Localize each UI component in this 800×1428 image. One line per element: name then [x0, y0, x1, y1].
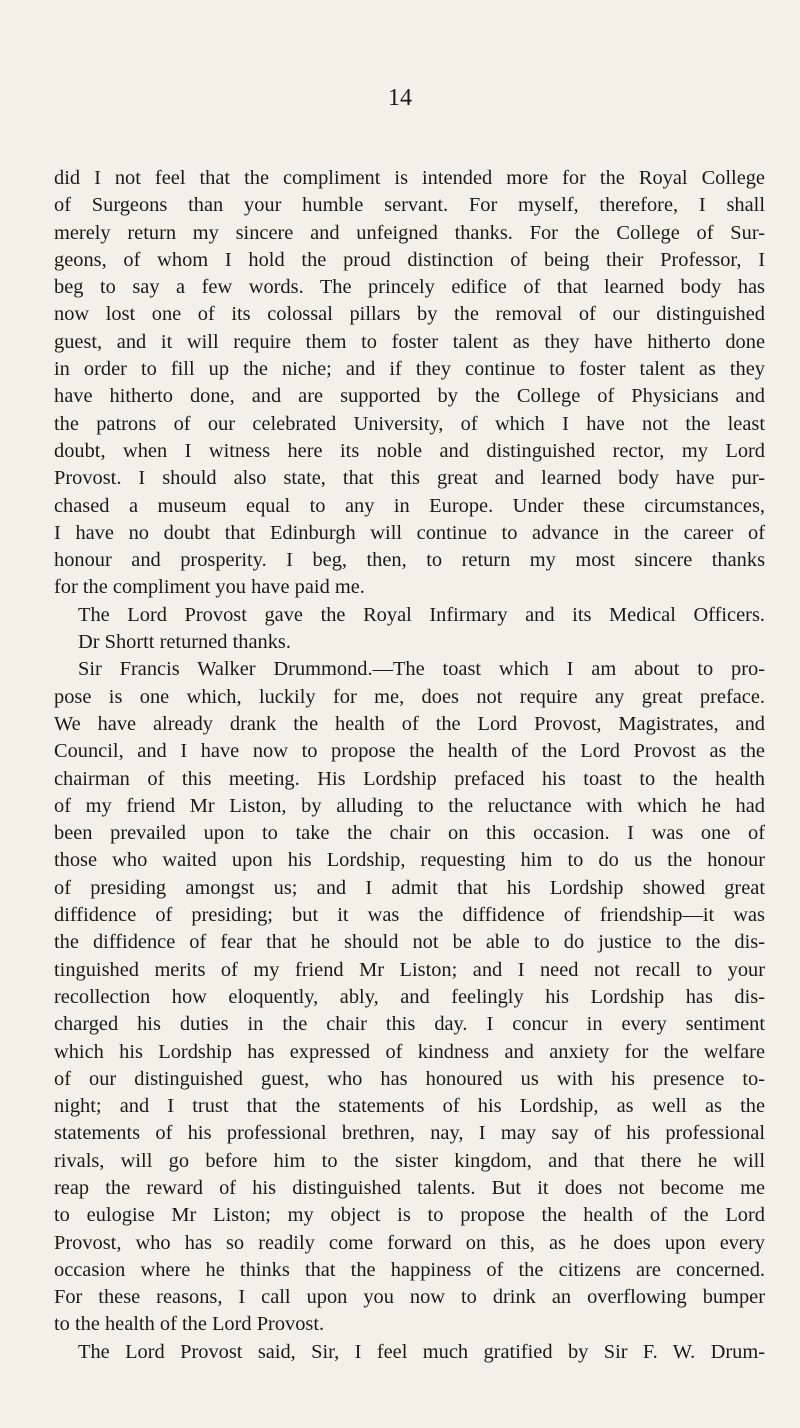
- text-line: have hitherto done, and are supported by the College of Physicians and: [54, 385, 765, 408]
- text-line: been prevailed upon to take the chair on this occasion. I was one of: [54, 822, 765, 845]
- text-line: For these reasons, I call upon you now to drink an overflowing bumper: [54, 1286, 765, 1309]
- text-line: occasion where he thinks that the happiness of the citizens are concerned.: [54, 1258, 765, 1281]
- text-line: now lost one of its colossal pillars by the removal of our distinguished: [54, 303, 765, 326]
- text-line: The Lord Provost said, Sir, I feel much gratified by Sir F. W. Drum-: [78, 1340, 765, 1363]
- text-line: night; and I trust that the statements of his Lordship, as well as the: [54, 1095, 765, 1118]
- text-line: of our distinguished guest, who has honoured us with his presence to-: [54, 1067, 765, 1090]
- text-line: of my friend Mr Liston, by alluding to the reluctance with which he had: [54, 794, 765, 817]
- text-line: chairman of this meeting. His Lordship prefaced his toast to the health: [54, 767, 765, 790]
- text-line: I have no doubt that Edinburgh will continue to advance in the career of: [54, 521, 765, 544]
- text-line: Sir Francis Walker Drummond.—The toast which I am about to pro-: [78, 658, 765, 681]
- text-line: Dr Shortt returned thanks.: [78, 631, 291, 654]
- text-line: the diffidence of fear that he should not be able to do justice to the dis-: [54, 931, 765, 954]
- text-line: geons, of whom I hold the proud distinction of being their Professor, I: [54, 248, 765, 271]
- text-line: which his Lordship has expressed of kindness and anxiety for the welfare: [54, 1040, 765, 1063]
- text-line: recollection how eloquently, ably, and feelingly his Lordship has dis-: [54, 985, 765, 1008]
- body-text: [54, 165, 765, 1366]
- text-line: statements of his professional brethren, nay, I may say of his professional: [54, 1122, 765, 1145]
- text-line: of presiding amongst us; and I admit that his Lordship showed great: [54, 876, 765, 899]
- text-line: Council, and I have now to propose the health of the Lord Provost as the: [54, 740, 765, 763]
- text-line: The Lord Provost gave the Royal Infirmary and its Medical Officers.: [78, 603, 765, 626]
- text-line: honour and prosperity. I beg, then, to return my most sincere thanks: [54, 549, 765, 572]
- text-line: charged his duties in the chair this day. I concur in every sentiment: [54, 1013, 765, 1036]
- text-line: guest, and it will require them to foster talent as they have hitherto done: [54, 330, 765, 353]
- text-line: tinguished merits of my friend Mr Liston; and I need not recall to your: [54, 958, 765, 981]
- text-line: Provost. I should also state, that this great and learned body have pur-: [54, 467, 765, 490]
- text-line: chased a museum equal to any in Europe. Under these circumstances,: [54, 494, 765, 517]
- text-line: those who waited upon his Lordship, requesting him to do us the honour: [54, 849, 765, 872]
- text-line: did I not feel that the compliment is intended more for the Royal College: [54, 167, 765, 189]
- text-line: for the compliment you have paid me.: [54, 576, 365, 599]
- text-line: diffidence of presiding; but it was the diffidence of friendship—it was: [54, 904, 765, 927]
- text-line: to eulogise Mr Liston; my object is to propose the health of the Lord: [54, 1204, 765, 1227]
- text-line: the patrons of our celebrated University, of which I have not the least: [54, 412, 765, 435]
- text-line: in order to fill up the niche; and if they continue to foster talent as they: [54, 358, 765, 381]
- text-line: merely return my sincere and unfeigned thanks. For the College of Sur-: [54, 221, 765, 244]
- text-line: rivals, will go before him to the sister kingdom, and that there he will: [54, 1149, 765, 1172]
- text-line: reap the reward of his distinguished talents. But it does not become me: [54, 1176, 765, 1199]
- text-line: beg to say a few words. The princely edifice of that learned body has: [54, 276, 765, 299]
- text-line: We have already drank the health of the Lord Provost, Magistrates, and: [54, 712, 765, 735]
- text-line: Provost, who has so readily come forward on this, as he does upon every: [54, 1231, 765, 1254]
- text-line: pose is one which, luckily for me, does not require any great preface.: [54, 685, 765, 708]
- text-line: of Surgeons than your humble servant. For myself, therefore, I shall: [54, 194, 765, 217]
- text-line: doubt, when I witness here its noble and distinguished rector, my Lord: [54, 439, 765, 462]
- text-line: to the health of the Lord Provost.: [54, 1313, 325, 1336]
- page-number: 14: [388, 85, 412, 111]
